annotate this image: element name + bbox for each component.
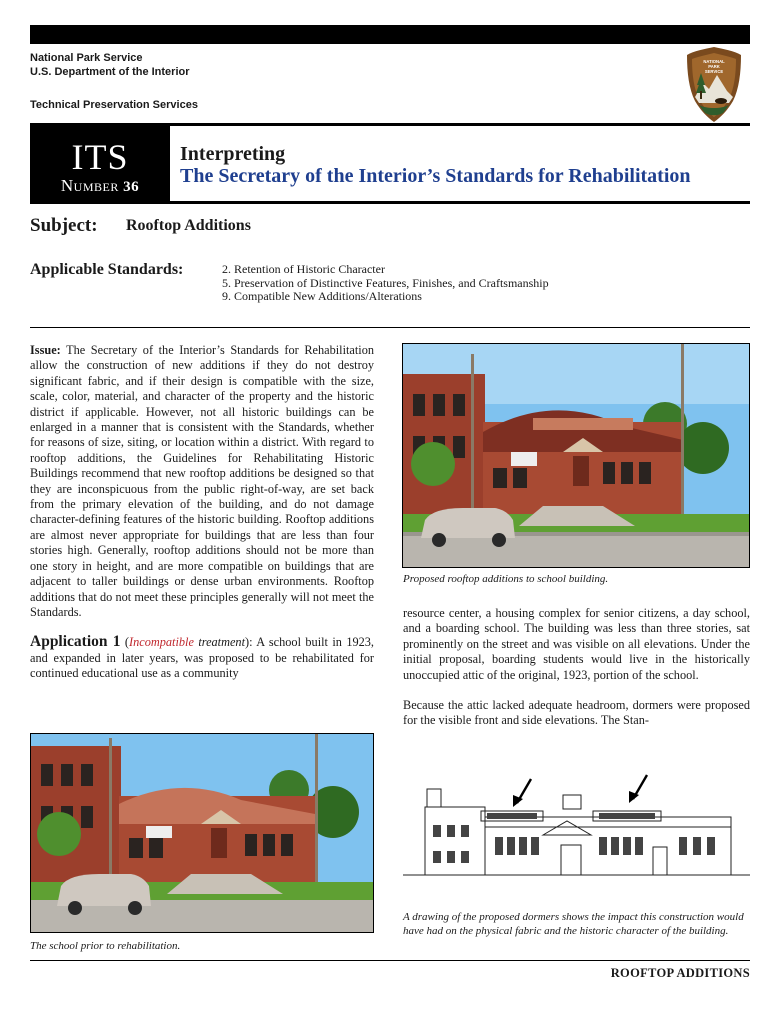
paren-open: ( [124, 635, 130, 650]
subject-value: Rooftop Additions [126, 217, 251, 234]
its-badge [30, 126, 170, 204]
section-divider [30, 327, 750, 328]
applicable-standards-list [222, 263, 549, 304]
application-text-right-2: Because the attic lacked adequate headroom, dormers were proposed for the visible front and side elevations. The Stan- [403, 698, 750, 728]
issue-text: The Secretary of the Interior’s Standards for Rehabilitation allow the construction of new additions if they do not destroy significant fabric, and if their design is compatible with the size, scale, color, material, and character of the property and the historic district if applicable. However, not all historic buildings can be enlarged in a manner that is consistent with the Standards, whether for reasons of size, siting, or location within a district. With regard to rooftop additions, the Guidelines for Rehabilitating Historic Buildings recommend that new rooftop additions be designed so that they are inconspicuous from the public right-of-way, are set back from the primary elevation of the building, and do not damage character-defining features of the historic building. Rooftop additions are almost never appropriate for buildings that are less than four stories high. Generally, rooftop additions should not be more than one story in height, and are more compatible on buildings that are adjacent to taller buildings or dense urban environments. Rooftop additions that do not meet these principles generally will not meet the Standards. [30, 343, 374, 619]
svg-text:NATIONAL: NATIONAL [703, 59, 725, 64]
subject-label: Subject: [30, 215, 98, 236]
header-rule-bottom [30, 201, 750, 204]
nps-arrowhead-logo [683, 45, 745, 123]
its-number [30, 176, 170, 196]
drawing-proposed-dormers [403, 765, 750, 905]
standard-item: 9. Compatible New Additions/Alterations [222, 289, 422, 303]
caption-drawing: A drawing of the proposed dormers shows the impact this construction would have had on the physical fabric and the historic character of the building. [403, 911, 744, 937]
running-footer: ROOFTOP ADDITIONS [610, 966, 750, 980]
division-name: Technical Preservation Services [30, 99, 198, 111]
svg-text:SERVICE: SERVICE [704, 69, 724, 74]
right-column [403, 606, 750, 729]
number-value: 36 [123, 179, 140, 195]
agency-name [30, 51, 190, 79]
caption-school-prior: The school prior to rehabilitation. [30, 940, 181, 952]
applicable-standards-label: Applicable Standards: [30, 261, 184, 278]
standards-title: The Secretary of the Interior’s Standards for Rehabilitation [180, 165, 691, 187]
treatment-word: treatment [193, 635, 245, 650]
caption-proposed-additions: Proposed rooftop additions to school building. [403, 573, 609, 585]
agency-line-2: U.S. Department of the Interior [30, 66, 190, 78]
footer-rule [30, 960, 750, 961]
standard-item: 2. Retention of Historic Character [222, 262, 385, 276]
photo-school-prior [30, 733, 374, 933]
agency-line-1: National Park Service [30, 52, 143, 64]
paren-close: ): [245, 635, 253, 650]
application-paragraph [30, 634, 374, 681]
issue-paragraph [30, 343, 374, 620]
issue-label: Issue: [30, 343, 61, 357]
standard-item: 5. Preservation of Distinctive Features, Finishes, and Craftsmanship [222, 275, 549, 290]
photo-proposed-rooftop-additions [402, 343, 750, 568]
header-black-bar [30, 25, 750, 44]
left-column [30, 343, 374, 682]
incompatible-flag: Incompatible [129, 635, 194, 650]
application-text-right-1: resource center, a housing complex for senior citizens, a day school, and a boarding school. The building was less than three stories, sat prominently on the street and was visible on all elevations. Under the initial proposal, boarding students would live in the historically unoccupied attic of the original, 1923, portion of the school. [403, 606, 750, 682]
application-text-left: A school built in 1923, and expanded in later years, was proposed to be rehabilitated for continued educational use as a community [30, 635, 375, 681]
application-heading: Application 1 [30, 633, 121, 651]
interpreting-heading: Interpreting [180, 143, 286, 165]
its-label: ITS [71, 137, 129, 177]
svg-text:PARK: PARK [708, 64, 720, 69]
number-label: Number [60, 176, 119, 195]
